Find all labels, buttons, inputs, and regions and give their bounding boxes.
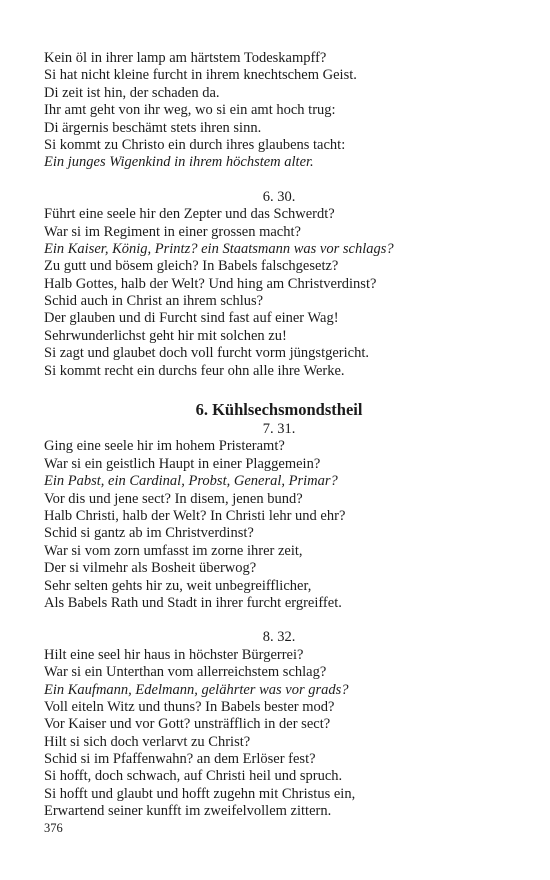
verse-line: Hilt eine seel hir haus in höchster Bürgerrei? xyxy=(44,646,304,663)
page-number: 376 xyxy=(44,821,63,835)
verse-line: Sehrwunderlichst geht hir mit solchen zu! xyxy=(44,327,287,344)
verse-line: Si kommt zu Christo ein durch ihres glaubens tacht: xyxy=(44,136,346,153)
verse-line: War si ein geistlich Haupt in einer Plaggemein? xyxy=(44,455,321,472)
verse-line: Halb Christi, halb der Welt? In Christi lehr und ehr? xyxy=(44,507,346,524)
verse-line: Vor dis und jene sect? In disem, jenen bund? xyxy=(44,490,303,507)
verse-line: Zu gutt und bösem gleich? In Babels falschgesetz? xyxy=(44,258,339,275)
section-heading: 6. Kühlsechsmondstheil xyxy=(195,400,363,420)
verse-line: Ging eine seele hir im hohem Pristeramt? xyxy=(44,438,285,455)
verse-line: War si im Regiment in einer grossen macht? xyxy=(44,223,301,240)
verse-line: Si hofft und glaubt und hofft zugehn mit Christus ein, xyxy=(44,785,356,802)
stanza-gap xyxy=(44,380,514,399)
verse-line: Schid si im Pfaffenwahn? an dem Erlöser fest? xyxy=(44,751,316,768)
verse-line: War si ein Unterthan vom allerreichstem schlag? xyxy=(44,664,327,681)
verse-line: Führt eine seele hir den Zepter und das Schwerdt? xyxy=(44,206,335,223)
verse-line: Ein Pabst, ein Cardinal, Probst, General, Primar? xyxy=(44,473,338,490)
poem-text xyxy=(44,50,514,821)
verse-line: War si vom zorn umfasst im zorne ihrer zeit, xyxy=(44,542,303,559)
stanza-number: 7. 31. xyxy=(262,421,296,438)
verse-line: Hilt si sich doch verlarvt zu Christ? xyxy=(44,733,251,750)
verse-line: Kein öl in ihrer lamp am härtstem Todeskampff? xyxy=(44,50,327,66)
verse-line: Si zagt und glaubet doch voll furcht vorm jüngstgericht. xyxy=(44,345,369,362)
stanza-number: 6. 30. xyxy=(262,188,296,205)
verse-line: Vor Kaiser und vor Gott? unsträfflich in der sect? xyxy=(44,716,331,733)
verse-line: Di zeit ist hin, der schaden da. xyxy=(44,84,220,101)
verse-line: Der si vilmehr als Bosheit überwog? xyxy=(44,560,257,577)
stanza-gap xyxy=(44,172,514,189)
stanza-number: 8. 32. xyxy=(262,629,296,646)
verse-line: Als Babels Rath und Stadt in ihrer furcht ergreiffet. xyxy=(44,594,342,611)
verse-line: Halb Gottes, halb der Welt? Und hing am Christverdinst? xyxy=(44,275,377,292)
verse-line: Ein Kaufmann, Edelmann, gelährter was vor grads? xyxy=(44,681,349,698)
verse-line: Di ärgernis beschämt stets ihren sinn. xyxy=(44,119,262,136)
verse-line: Ein Kaiser, König, Printz? ein Staatsmann was vor schlags? xyxy=(44,240,394,257)
verse-line: Erwartend seiner kunfft im zweifelvollem zittern. xyxy=(44,803,332,820)
verse-line: Voll eiteln Witz und thuns? In Babels bester mod? xyxy=(44,698,335,715)
verse-line: Schid auch in Christ an ihrem schlus? xyxy=(44,293,264,310)
verse-line: Si hat nicht kleine furcht in ihrem knechtschem Geist. xyxy=(44,67,357,84)
verse-line: Si hofft, doch schwach, auf Christi heil und spruch. xyxy=(44,768,343,785)
verse-line: Der glauben und di Furcht sind fast auf einer Wag! xyxy=(44,310,339,327)
verse-line: Si kommt recht ein durchs feur ohn alle ihre Werke. xyxy=(44,362,345,379)
verse-line: Ihr amt geht von ihr weg, wo si ein amt hoch trug: xyxy=(44,102,336,119)
stanza-gap xyxy=(44,612,514,629)
verse-line: Sehr selten gehts hir zu, weit unbegreifflicher, xyxy=(44,577,312,594)
verse-line: Ein junges Wigenkind in ihrem höchstem alter. xyxy=(44,154,314,171)
verse-line: Schid si gantz ab im Christverdinst? xyxy=(44,525,254,542)
